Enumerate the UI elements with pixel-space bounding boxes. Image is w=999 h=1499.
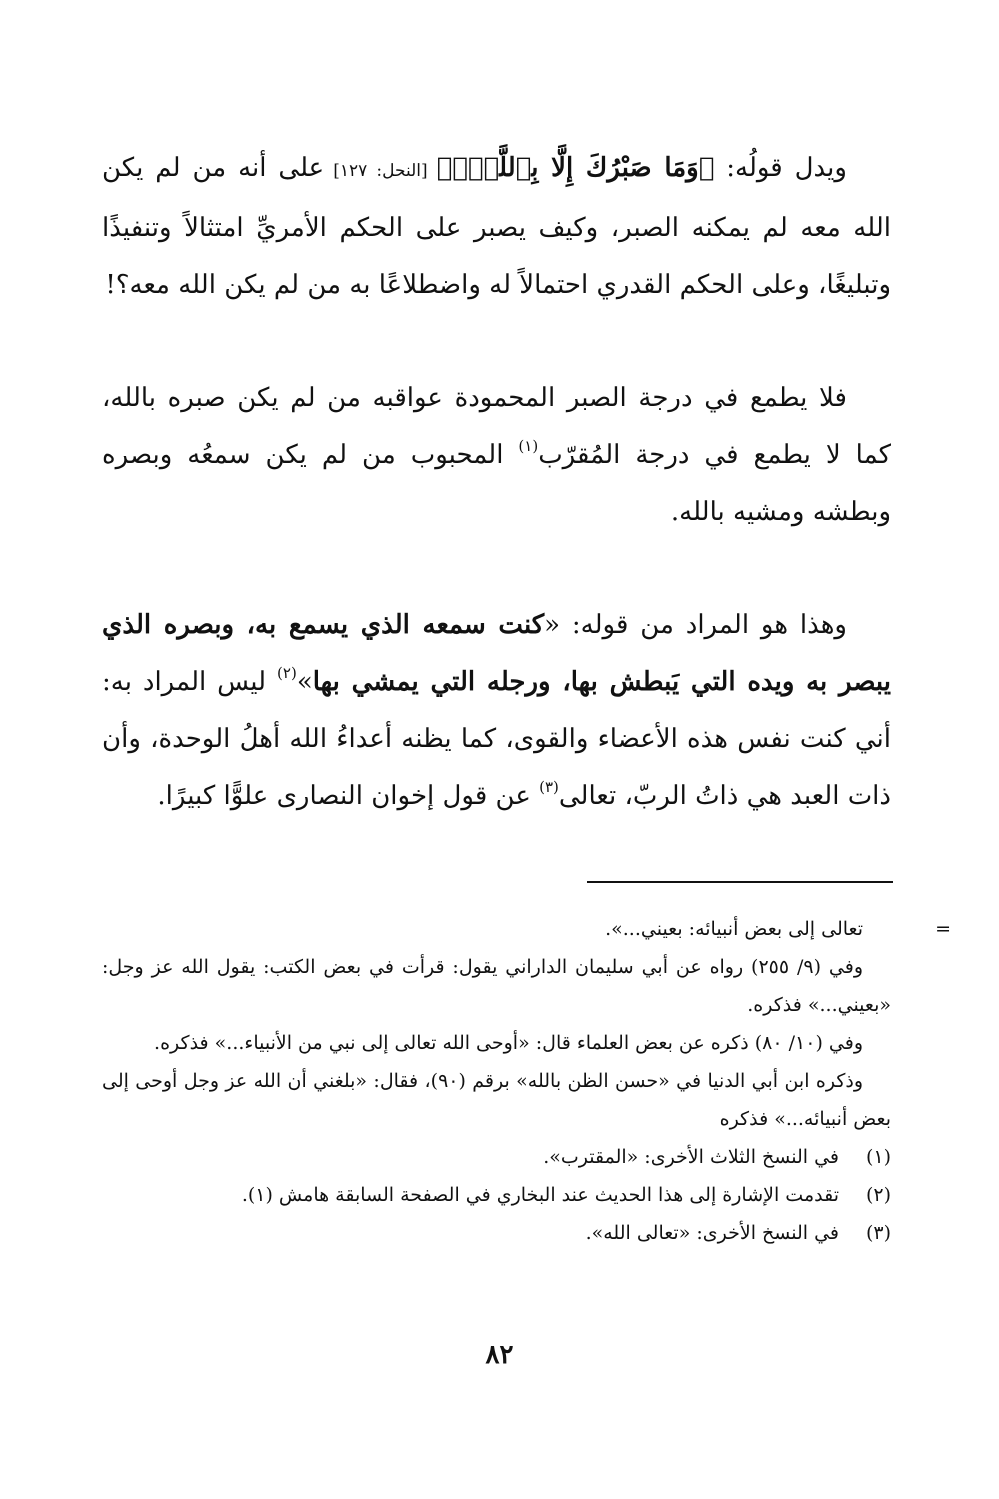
verse-reference: [النحل: ١٢٧] — [324, 161, 437, 181]
footnote-text: في النسخ الأخرى: «تعالى الله». — [585, 1222, 839, 1244]
paragraph-2-intro: فلا يطمع في درجة الصبر المحمودة عواقبه من لم يكن صبره بالله، كما لا يطمع في درجة المُقرّب — [102, 383, 891, 470]
footnote-2 — [102, 1176, 891, 1214]
footnote-1 — [102, 1138, 891, 1176]
footnote-line — [102, 1062, 891, 1138]
footnote-ref-3[interactable]: (٣) — [539, 778, 559, 796]
continuation-mark: = — [935, 918, 951, 940]
footnote-number: (٢) — [865, 1184, 891, 1206]
footnote-3 — [102, 1214, 891, 1252]
footnotes — [102, 910, 951, 1252]
footnote-text: تقدمت الإشارة إلى هذا الحديث عند البخاري في الصفحة السابقة هامش (١). — [241, 1184, 839, 1206]
paragraph-1-body: على أنه من لم يكن الله معه لم يمكنه الصبر، وكيف يصبر على الحكم الأمريِّ امتثالاً وتنفيذًا وتبليغًا، وعلى الحكم القدري احتمالاً له واضطلاعًا به من لم يكن الله معه؟! — [102, 153, 891, 300]
paragraph-3-body: عن قول إخوان النصارى علوًّا كبيرًا. — [157, 781, 540, 811]
page-number: ٨٢ — [485, 1340, 514, 1370]
footnote-continuation — [102, 910, 951, 1138]
footnote-line — [102, 1024, 891, 1062]
paragraph-2-body: المحبوب من لم يكن سمعُه وبصره وبطشه ومشيه بالله. — [102, 440, 891, 527]
footnote-number: (١) — [865, 1146, 891, 1168]
footnote-text: تعالى إلى بعض أنبيائه: بعيني...». — [605, 918, 863, 940]
footnote-line — [102, 948, 891, 1024]
footnote-number: (٣) — [865, 1222, 891, 1244]
paragraph-1 — [102, 140, 891, 314]
paragraph-3-intro: وهذا هو المراد من قوله: « — [544, 610, 847, 640]
paragraph-3-middle: ليس المراد به: أني كنت نفس هذه الأعضاء والقوى، كما يظنه أعداءُ الله أهلُ الوحدة، وأن ذات العبد هي ذاتُ الربّ، تعالى — [102, 667, 891, 811]
quran-verse: ﴿وَمَا صَبْرُكَ إِلَّا بِٱللَّهِۚ﴾ — [436, 153, 715, 183]
footnote-text: وفي (٩/ ٢٥٥) رواه عن أبي سليمان الداراني يقول: قرأت في بعض الكتب: يقول الله عز وجل: «بعيني...» فذكره. — [102, 956, 891, 1016]
footnote-ref-2[interactable]: (٢) — [277, 664, 297, 682]
paragraph-2 — [102, 370, 891, 541]
quote-close: » — [296, 667, 313, 697]
paragraph-3 — [102, 597, 891, 825]
footnote-text: وذكره ابن أبي الدنيا في «حسن الظن بالله» برقم (٩٠)، فقال: «بلغني أن الله عز وجل أوحى إلى بعض أنبيائه...» فذكره — [102, 1070, 891, 1130]
footnote-divider — [587, 881, 893, 883]
main-text — [102, 140, 891, 825]
paragraph-1-intro: ويدل قولُه: — [714, 153, 847, 183]
hadith-quote: كنت سمعه الذي يسمع به، وبصره الذي يبصر به ويده التي يَبطش بها، ورجله التي يمشي بها — [102, 610, 891, 697]
footnote-text: وفي (١٠/ ٨٠) ذكره عن بعض العلماء قال: «أوحى الله تعالى إلى نبي من الأنبياء...» فذكره. — [154, 1032, 863, 1054]
footnote-ref-1[interactable]: (١) — [518, 437, 539, 455]
footnote-text: في النسخ الثلاث الأخرى: «المقترب». — [543, 1146, 839, 1168]
footnote-line — [102, 910, 891, 948]
